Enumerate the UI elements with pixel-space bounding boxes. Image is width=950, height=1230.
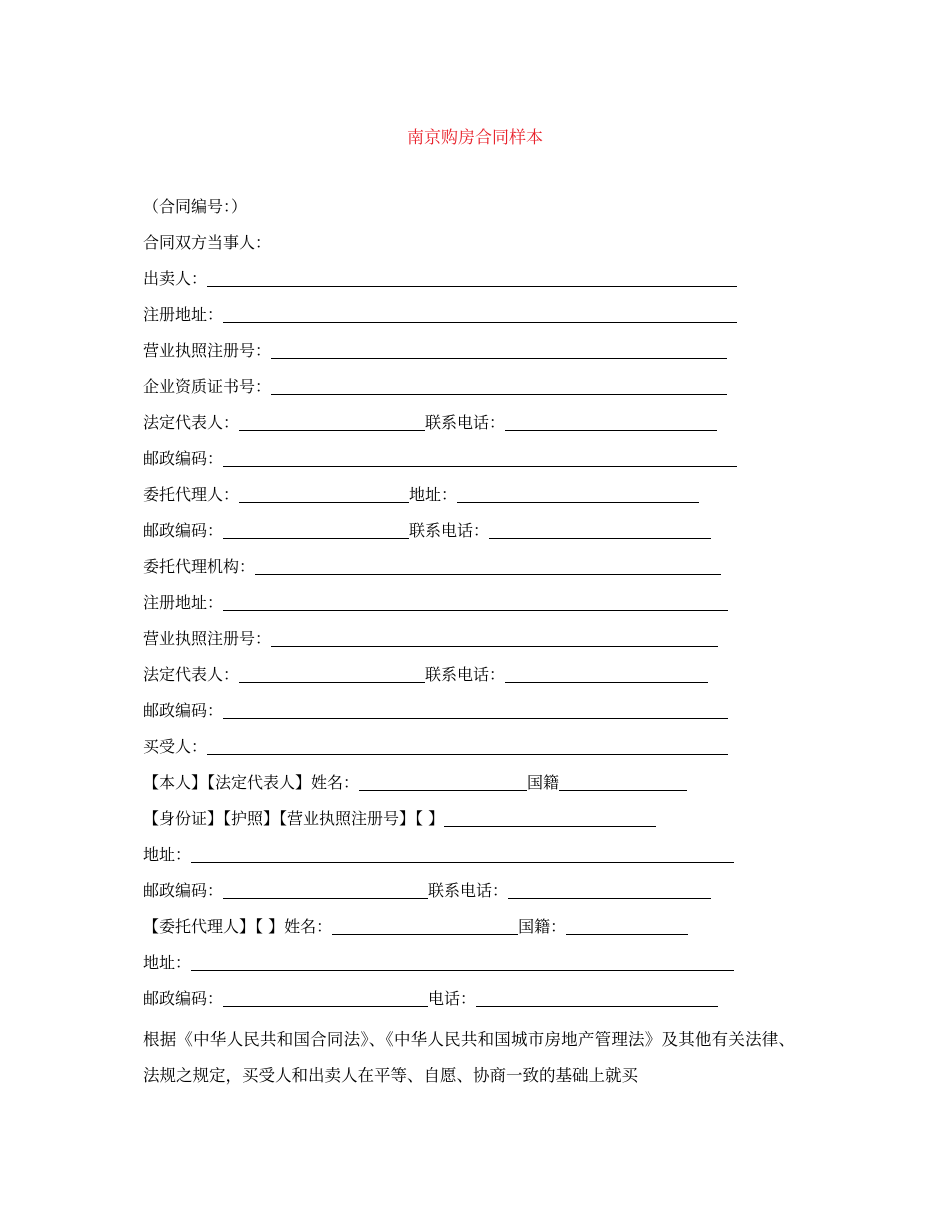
buyer-id-row	[143, 808, 656, 830]
seller-reg-addr-row	[143, 304, 737, 326]
seller-phone-label: 联系电话：	[425, 413, 506, 432]
seller-reg-addr-label: 注册地址：	[143, 305, 224, 324]
seller-agent-blank[interactable]	[239, 487, 409, 503]
agency-row	[143, 556, 721, 578]
buyer-row	[143, 736, 728, 758]
buyer-agent-phone-blank[interactable]	[476, 991, 718, 1007]
seller-postcode2-row	[143, 520, 711, 542]
buyer-agent-postcode-row	[143, 988, 718, 1010]
agency-phone-label: 联系电话：	[425, 665, 506, 684]
agency-postcode-row	[143, 700, 728, 722]
buyer-agent-nationality-blank[interactable]	[566, 919, 688, 935]
agency-phone-blank[interactable]	[505, 667, 708, 683]
agency-postcode-label: 邮政编码：	[143, 701, 224, 720]
buyer-agent-postcode-blank[interactable]	[223, 991, 428, 1007]
agency-reg-addr-label: 注册地址：	[143, 593, 224, 612]
buyer-agent-name-blank[interactable]	[332, 919, 518, 935]
contract-number-text: （合同编号：）	[143, 197, 248, 216]
agency-blank[interactable]	[255, 559, 721, 575]
parties-heading-text: 合同双方当事人：	[143, 233, 272, 252]
buyer-postcode-row	[143, 880, 711, 902]
buyer-id-label: 【身份证】【护照】【营业执照注册号】【 】	[143, 809, 445, 828]
seller-legal-rep-row	[143, 412, 717, 434]
agency-legal-rep-blank[interactable]	[239, 667, 425, 683]
agency-license-blank[interactable]	[271, 631, 718, 647]
buyer-agent-label: 【委托代理人】【 】姓名：	[143, 917, 333, 936]
seller-agent-row	[143, 484, 699, 506]
buyer-self-label: 【本人】【法定代表人】姓名：	[143, 773, 360, 792]
seller-qualification-blank[interactable]	[271, 379, 727, 395]
seller-agent-label: 委托代理人：	[143, 485, 240, 504]
seller-postcode2-label: 邮政编码：	[143, 521, 224, 540]
buyer-phone-blank[interactable]	[508, 883, 711, 899]
buyer-id-blank[interactable]	[444, 811, 656, 827]
buyer-agent-addr-label: 地址：	[143, 953, 192, 972]
seller-label: 出卖人：	[143, 269, 208, 288]
seller-license-row	[143, 340, 727, 362]
seller-phone2-blank[interactable]	[489, 523, 711, 539]
agency-reg-addr-blank[interactable]	[223, 595, 728, 611]
agency-postcode-blank[interactable]	[223, 703, 728, 719]
seller-legal-rep-label: 法定代表人：	[143, 413, 240, 432]
intro-paragraph: 根据《中华人民共和国合同法》、《中华人民共和国城市房地产管理法》及其他有关法律、法规之规定，买受人和出卖人在平等、自愿、协商一致的基础上就买	[143, 1030, 795, 1085]
buyer-agent-addr-blank[interactable]	[191, 955, 734, 971]
agency-license-label: 营业执照注册号：	[143, 629, 272, 648]
seller-qualification-label: 企业资质证书号：	[143, 377, 272, 396]
seller-postcode-row	[143, 448, 737, 470]
seller-row	[143, 268, 737, 290]
agency-license-row	[143, 628, 718, 650]
seller-qualification-row	[143, 376, 727, 398]
buyer-nationality-blank[interactable]	[559, 775, 687, 791]
parties-heading	[143, 232, 271, 254]
buyer-addr-label: 地址：	[143, 845, 192, 864]
buyer-agent-nationality-label: 国籍：	[518, 917, 567, 936]
agency-legal-rep-row	[143, 664, 708, 686]
seller-postcode-label: 邮政编码：	[143, 449, 224, 468]
buyer-postcode-label: 邮政编码：	[143, 881, 224, 900]
seller-postcode-blank[interactable]	[223, 451, 737, 467]
buyer-addr-row	[143, 844, 734, 866]
seller-reg-addr-blank[interactable]	[223, 307, 737, 323]
buyer-label: 买受人：	[143, 737, 208, 756]
buyer-phone-label: 联系电话：	[428, 881, 509, 900]
seller-addr-blank[interactable]	[457, 487, 699, 503]
buyer-nationality-label: 国籍	[527, 773, 560, 792]
agency-reg-addr-row	[143, 592, 728, 614]
seller-legal-rep-blank[interactable]	[239, 415, 425, 431]
buyer-agent-phone-label: 电话：	[428, 989, 477, 1008]
buyer-blank[interactable]	[207, 739, 728, 755]
seller-postcode2-blank[interactable]	[223, 523, 409, 539]
buyer-postcode-blank[interactable]	[223, 883, 428, 899]
agency-label: 委托代理机构：	[143, 557, 256, 576]
contract-number	[143, 196, 247, 218]
buyer-self-row	[143, 772, 687, 794]
buyer-agent-postcode-label: 邮政编码：	[143, 989, 224, 1008]
buyer-name-blank[interactable]	[359, 775, 527, 791]
buyer-agent-addr-row	[143, 952, 734, 974]
seller-phone-blank[interactable]	[505, 415, 717, 431]
seller-blank[interactable]	[207, 271, 737, 287]
agency-legal-rep-label: 法定代表人：	[143, 665, 240, 684]
seller-license-label: 营业执照注册号：	[143, 341, 272, 360]
contract-title: 南京购房合同样本	[407, 128, 543, 148]
seller-addr-label: 地址：	[409, 485, 458, 504]
seller-license-blank[interactable]	[271, 343, 727, 359]
buyer-addr-blank[interactable]	[191, 847, 734, 863]
buyer-agent-row	[143, 916, 688, 938]
seller-phone2-label: 联系电话：	[409, 521, 490, 540]
